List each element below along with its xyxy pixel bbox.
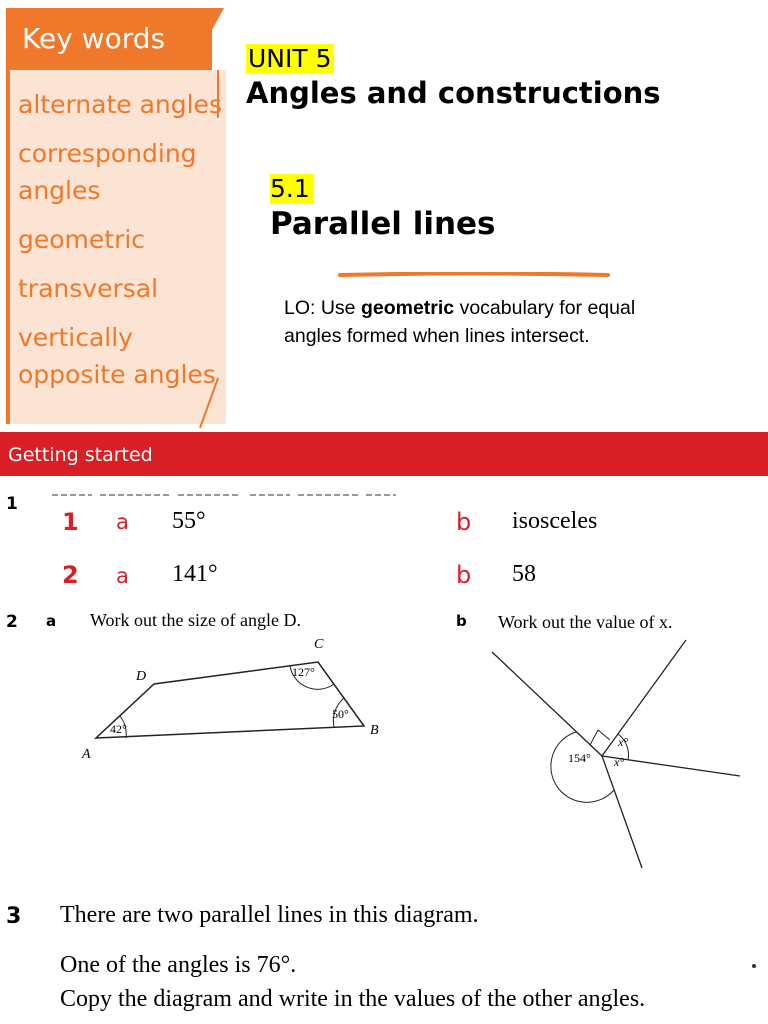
angle-label-c: 127° [292,665,315,679]
keyword-item: transversal [18,274,159,303]
question-2a-text: Work out the size of angle D. [90,610,301,630]
stray-dot [752,964,756,968]
answer-1-a-label: a [116,510,129,534]
angle-label-154: 154° [568,751,591,765]
angle-label-a: 42° [110,722,127,736]
key-words-list [18,86,222,393]
learning-objective [284,294,644,350]
keyword-item: corresponding [18,139,197,168]
key-words-panel [0,8,226,424]
question-3-number: 3 [6,904,22,929]
question-3-line-3: Copy the diagram and write in the values of the other angles. [60,986,646,1012]
section-number: 5.1 [270,174,314,204]
title-underline [338,272,610,278]
angle-label-x2: x° [614,755,625,769]
question-2-number: 2 [6,612,18,632]
lo-rest: vocabulary for equal angles formed when lines intersect. [284,297,636,347]
answer-2-b-value: 58 [512,561,536,587]
keyword-item: geometric [18,225,146,254]
key-words-title: Key words [22,22,166,55]
keyword-item: angles [18,176,101,205]
answer-box [42,496,762,604]
answer-2-a-value: 141° [172,561,218,587]
section-title: Parallel lines [270,206,496,242]
answer-1-number: 1 [62,508,79,536]
question-2b-text: Work out the value of x. [498,612,673,632]
question-3-line-1: There are two parallel lines in this diagram. [60,902,479,928]
angle-label-b: 50° [332,707,349,721]
keyword-item: alternate angles [18,90,222,119]
vertex-label-d: D [136,669,147,684]
vertex-label-c: C [314,637,324,652]
answer-1-b-value: isosceles [512,508,598,534]
question-2a-label: a [46,612,57,630]
answer-1-b-label: b [456,508,472,536]
intersecting-lines-diagram [486,634,746,874]
answer-2-a-label: a [116,564,129,588]
question-1-number: 1 [6,494,18,514]
answer-2-b-label: b [456,561,472,589]
angle-label-x1: x° [618,735,629,749]
unit-title: Angles and constructions [246,76,661,110]
unit-label: UNIT 5 [248,44,332,73]
keyword-item: vertically [18,323,133,352]
keyword-item: opposite angles [18,360,216,389]
answer-1-a-value: 55° [172,508,206,534]
getting-started-label: Getting started [8,444,153,466]
lo-prefix: LO: Use [284,297,361,319]
vertex-label-a: A [82,747,91,762]
vertex-label-b: B [370,723,379,738]
lo-keyword: geometric [360,297,455,319]
question-3-line-2: One of the angles is 76°. [60,952,297,978]
question-2b-label: b [456,612,467,630]
quadrilateral-diagram [80,632,400,772]
answer-2-number: 2 [62,561,79,589]
